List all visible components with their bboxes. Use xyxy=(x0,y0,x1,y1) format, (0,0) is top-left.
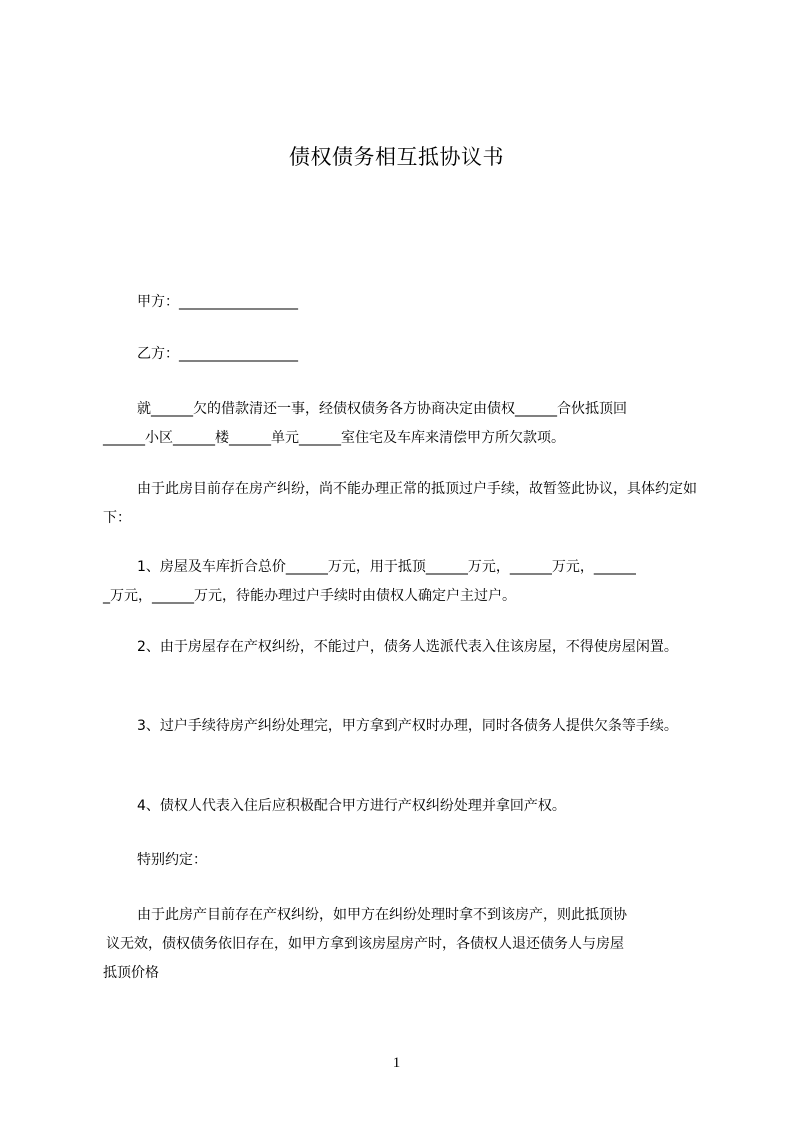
intro-line-1: 就______欠的借款清还一事，经债权债务各方协商决定由债权______合伙抵顶回 xyxy=(137,401,627,417)
item-1-line-2: _万元，______万元，待能办理过户手续时由债权人确定户主过户。 xyxy=(103,588,516,604)
item-2-paragraph: 2、由于房屋存在产权纠纷，不能过户，债务人选派代表入住该房屋，不得使房屋闲置。 xyxy=(137,639,678,655)
page-number: 1 xyxy=(392,1055,401,1071)
special-heading: 特别约定： xyxy=(137,852,207,868)
special-line-1: 由于此房产目前存在产权纠纷，如甲方在纠纷处理时拿不到该房产，则此抵顶协 xyxy=(137,907,627,923)
party-b-line: 乙方：_________________ xyxy=(137,346,298,362)
special-line-3: 抵顶价格 xyxy=(103,965,159,981)
item-3-paragraph: 3、过户手续待房产纠纷处理完，甲方拿到产权时办理，同时各债务人提供欠条等手续。 xyxy=(137,718,678,734)
intro-line-2: ______小区______楼______单元______室住宅及车库来清偿甲方所欠款项。 xyxy=(103,430,565,446)
special-line-2: 议无效，债权债务依旧存在，如甲方拿到该房屋房产时，各债权人退还债务人与房屋 xyxy=(106,936,624,952)
item-4-line: 4、债权人代表入住后应积极配合甲方进行产权纠纷处理并拿回产权。 xyxy=(137,798,566,814)
reason-paragraph: 由于此房目前存在房产纠纷，尚不能办理正常的抵顶过户手续，故暂签此协议，具体约定如下： xyxy=(103,481,697,526)
document-title: 债权债务相互抵协议书 xyxy=(289,145,504,169)
party-a-line: 甲方：_________________ xyxy=(137,294,298,310)
item-1-line-1: 1、房屋及车库折合总价______万元，用于抵顶______万元，______万元，______ xyxy=(137,559,636,575)
